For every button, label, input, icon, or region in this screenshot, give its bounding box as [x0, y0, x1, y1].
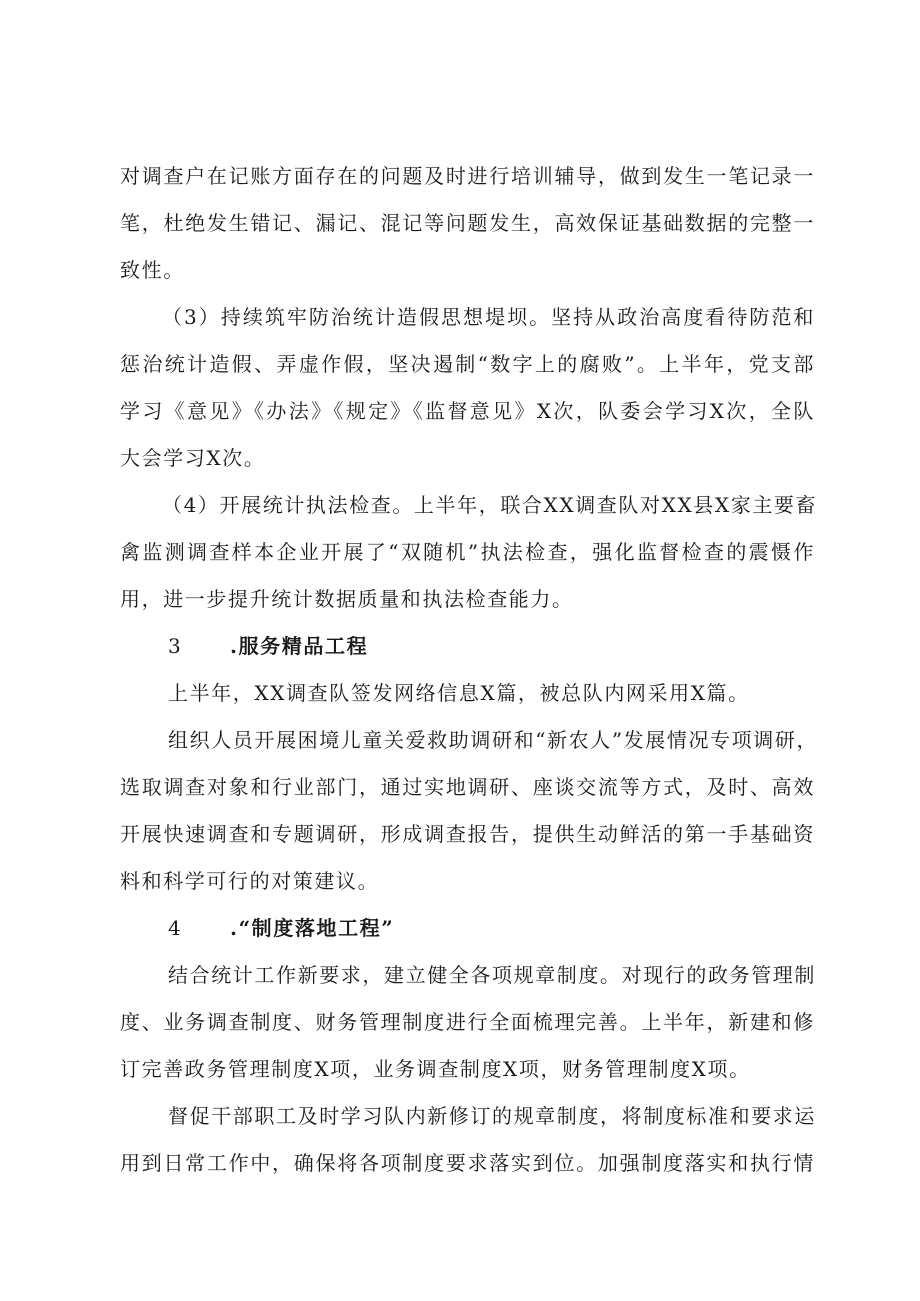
paragraph-line: 惩治统计造假、弄虚作假，坚决遏制“数字上的腐败”。上半年，党支部 — [120, 352, 815, 376]
paragraph-line: 订完善政务管理制度X项，业务调查制度X项，财务管理制度X项。 — [120, 1057, 751, 1081]
paragraph-line: 结合统计工作新要求，建立健全各项规章制度。对现行的政务管理制 — [168, 963, 816, 987]
paragraph-line: 致性。 — [120, 258, 185, 282]
paragraph-line: 度、业务调查制度、财务管理制度进行全面梳理完善。上半年，新建和修 — [120, 1010, 815, 1034]
paragraph-line: 督促干部职工及时学习队内新修订的规章制度，将制度标准和要求运 — [168, 1104, 816, 1128]
paragraph-line: 选取调查对象和行业部门，通过实地调研、座谈交流等方式，及时、高效 — [120, 775, 815, 799]
paragraph-line: 上半年，XX调查队签发网络信息X篇，被总队内网采用X篇。 — [168, 681, 750, 705]
paragraph-line: 对调查户在记账方面存在的问题及时进行培训辅导，做到发生一笔记录一 — [120, 164, 815, 188]
paragraph-line: 禽监测调查样本企业开展了“双随机”执法检查，强化监督检查的震慑作 — [120, 540, 815, 564]
paragraph-line: 用，进一步提升统计数据质量和执法检查能力。 — [120, 587, 574, 611]
section-title: .“制度落地工程” — [230, 916, 395, 940]
section-title: .服务精品工程 — [230, 634, 369, 658]
paragraph-line: 学习《意见》《办法》《规定》《监督意见》X次，队委会学习X次，全队 — [120, 399, 815, 423]
paragraph-line: 开展快速调查和专题调研，形成调查报告，提供生动鲜活的第一手基础资 — [120, 822, 815, 846]
paragraph-line: （3）持续筑牢防治统计造假思想堤坝。坚持从政治高度看待防范和 — [162, 305, 815, 329]
paragraph-line: 用到日常工作中，确保将各项制度要求落实到位。加强制度落实和执行情 — [120, 1151, 815, 1175]
paragraph-line: 料和科学可行的对策建议。 — [120, 869, 380, 893]
section-heading — [168, 914, 863, 942]
section-number: 3 — [168, 634, 183, 658]
paragraph-line: （4）开展统计执法检查。上半年，联合XX调查队对XX县X家主要畜 — [162, 493, 818, 517]
paragraph-line: 大会学习X次。 — [120, 446, 266, 470]
section-number: 4 — [168, 916, 183, 940]
paragraph-line: 组织人员开展困境儿童关爱救助调研和“新农人”发展情况专项调研， — [168, 728, 819, 752]
paragraph-line: 笔，杜绝发生错记、漏记、混记等问题发生，高效保证基础数据的完整一 — [120, 211, 815, 235]
section-heading — [168, 632, 863, 660]
